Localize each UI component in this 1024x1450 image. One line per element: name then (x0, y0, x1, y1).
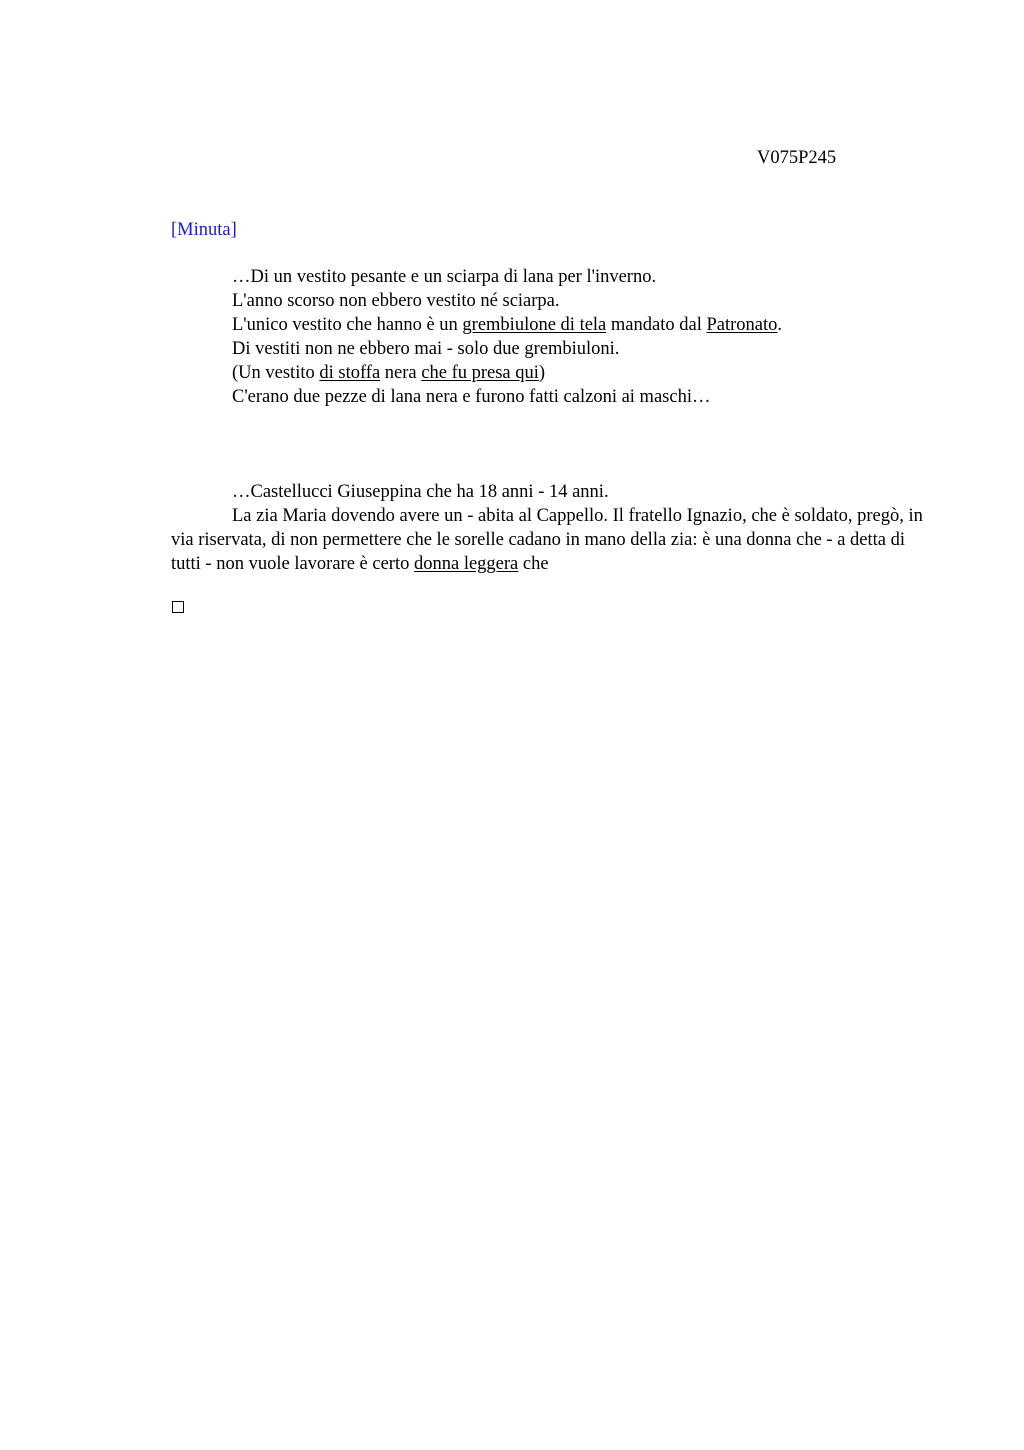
text-line: …Castellucci Giuseppina che ha 18 anni - 14 anni. (232, 482, 609, 502)
text-line: L'anno scorso non ebbero vestito né sciarpa. (232, 291, 560, 311)
text-segment: nera (380, 363, 422, 383)
empty-square-icon (172, 601, 184, 613)
text-segment: mandato dal (606, 315, 707, 335)
text-block-clothing (171, 265, 931, 409)
text-segment: . (777, 315, 782, 335)
section-label-minuta: [Minuta] (171, 220, 237, 240)
underlined-text: Patronato (706, 315, 778, 335)
text-line: C'erano due pezze di lana nera e furono fatti calzoni ai maschi… (232, 387, 711, 407)
text-line (171, 313, 931, 337)
underlined-text: di stoffa (319, 363, 381, 383)
text-segment: ) (538, 363, 546, 383)
text-line: …Di un vestito pesante e un sciarpa di lana per l'inverno. (232, 267, 657, 287)
text-block-castellucci (171, 480, 931, 576)
text-line (171, 361, 931, 385)
text-segment: (Un vestito (232, 363, 320, 383)
underlined-text: grembiulone di tela (462, 315, 607, 335)
underlined-text: che fu presa qui (421, 363, 539, 383)
text-segment: La zia Maria dovendo avere un - abita al Cappello. Il fratello Ignazio, che è soldato, pregò, in via riservata, di non permettere che le sorelle cadano in mano della zia: è una donna che - a detta di tutti - non vuole lavorare è certo (171, 506, 923, 574)
text-line: Di vestiti non ne ebbero mai - solo due grembiuloni. (232, 339, 620, 359)
paragraph (171, 504, 931, 576)
text-segment: L'unico vestito che hanno è un (232, 315, 463, 335)
underlined-text: donna leggera (413, 554, 519, 574)
page-code: V075P245 (757, 148, 837, 168)
text-segment: che (518, 554, 549, 574)
